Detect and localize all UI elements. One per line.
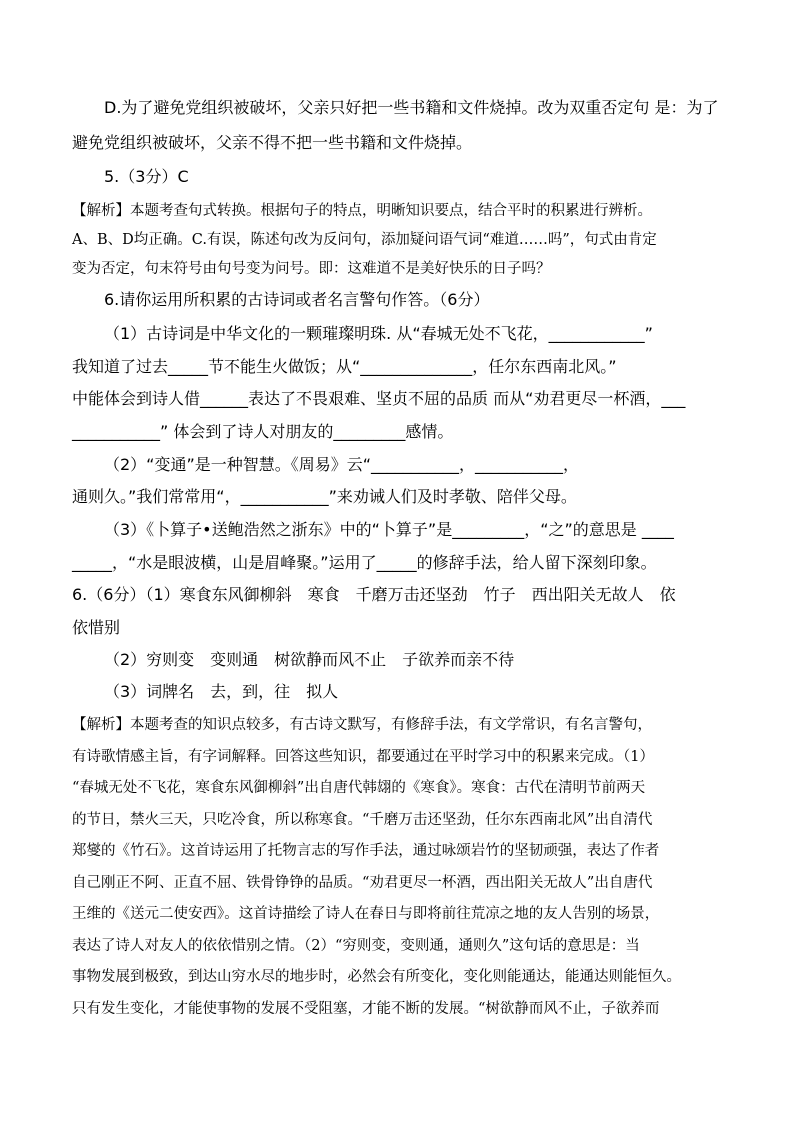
analysis-line: 【解析】本题考查句式转换。根据句子的特点，明晰知识要点，结合平时的积累进行辨析。 xyxy=(72,203,652,219)
question-line: （3）《卜算子•送鲍浩然之浙东》中的“卜算子”是_________，“之”的意思是 ____ xyxy=(104,520,674,539)
answer-line: （3）词牌名 去，到，往 拟人 xyxy=(104,682,339,701)
analysis-line: 变为否定，句末符号由句号变为问号。即：这难道不是美好快乐的日子吗？ xyxy=(72,261,551,277)
question-line: （1）古诗词是中华文化的一颗璀璨明珠. 从“春城无处不飞花，____________” xyxy=(104,324,653,343)
question-6-title: 6.请你运用所积累的古诗词或者名言警句作答。（6分） xyxy=(104,290,490,309)
question-line: 中能体会到诗人借______表达了不畏艰难、坚贞不屈的品质 而从“劝君更尽一杯酒，___ xyxy=(72,389,686,408)
analysis-line: 郑燮的《竹石》。这首诗运用了托物言志的写作手法，通过咏颂岩竹的坚韧顽强，表达了作者 xyxy=(72,843,660,859)
analysis-line: A、B、D均正确。C.有误，陈述句改为反问句，添加疑问语气词“难道……吗”，句式由肯定 xyxy=(72,232,657,248)
answer-line: （2）穷则变 变则通 树欲静而风不止 子欲养而亲不待 xyxy=(104,650,515,669)
text-line: D.为了避免党组织被破坏，父亲只好把一些书籍和文件烧掉。改为双重否定句 是：为了 xyxy=(104,98,719,117)
analysis-line: 有诗歌情感主旨，有字词解释。回答这些知识，都要通过在平时学习中的积累来完成。（1） xyxy=(72,749,654,765)
analysis-line: “春城无处不飞花，寒食东风御柳斜”出自唐代韩翃的《寒食》。寒食：古代在清明节前两天 xyxy=(72,780,646,796)
analysis-line: 只有发生变化，才能使事物的发展不受阻塞，才能不断的发展。“树欲静而风不止，子欲养而 xyxy=(72,1001,660,1017)
question-line: （2）“变通”是一种智慧。《周易》云“___________，___________， xyxy=(104,455,580,474)
analysis-line: 的节日，禁火三天，只吃冷食，所以称寒食。“千磨万击还坚劲，任尔东西南北风”出自清代 xyxy=(72,812,653,828)
answer-6: 6.（6分）（1）寒食东风御柳斜 寒食 千磨万击还坚劲 竹子 西出阳关无故人 依 xyxy=(72,585,676,604)
question-line: 我知道了过去_____节不能生火做饭；从“______________，任尔东西南北风。” xyxy=(72,357,617,376)
question-line: 通则久。”我们常常用“，___________”来劝诫人们及时孝敬、陪伴父母。 xyxy=(72,487,577,506)
analysis-line: 王维的《送元二使安西》。这首诗描绘了诗人在春日与即将前往荒凉之地的友人告别的场景， xyxy=(72,906,660,922)
question-line: _____，“水是眼波横，山是眉峰聚。”运用了_____的修辞手法，给人留下深刻印象。 xyxy=(72,553,657,572)
analysis-line: 表达了诗人对友人的依依惜别之情。（2）“穷则变，变则通，通则久”这句话的意思是：当 xyxy=(72,938,640,954)
analysis-line: 【解析】本题考查的知识点较多，有古诗文默写，有修辞手法，有文学常识，有名言警句， xyxy=(72,717,652,733)
analysis-line: 事物发展到极致，到达山穷水尽的地步时，必然会有所变化，变化则能通达，能通达则能恒久。 xyxy=(72,969,681,985)
text-line: 避免党组织被破坏，父亲不得不把一些书籍和文件烧掉。 xyxy=(72,133,473,152)
analysis-line: 自己刚正不阿、正直不屈、铁骨铮铮的品质。“劝君更尽一杯酒，西出阳关无故人”出自唐代 xyxy=(72,875,653,891)
answer-line: 依惜别 xyxy=(72,618,121,637)
answer-5: 5.（3分）C xyxy=(104,167,189,186)
question-line: ___________” 体会到了诗人对朋友的_________感情。 xyxy=(72,422,454,441)
